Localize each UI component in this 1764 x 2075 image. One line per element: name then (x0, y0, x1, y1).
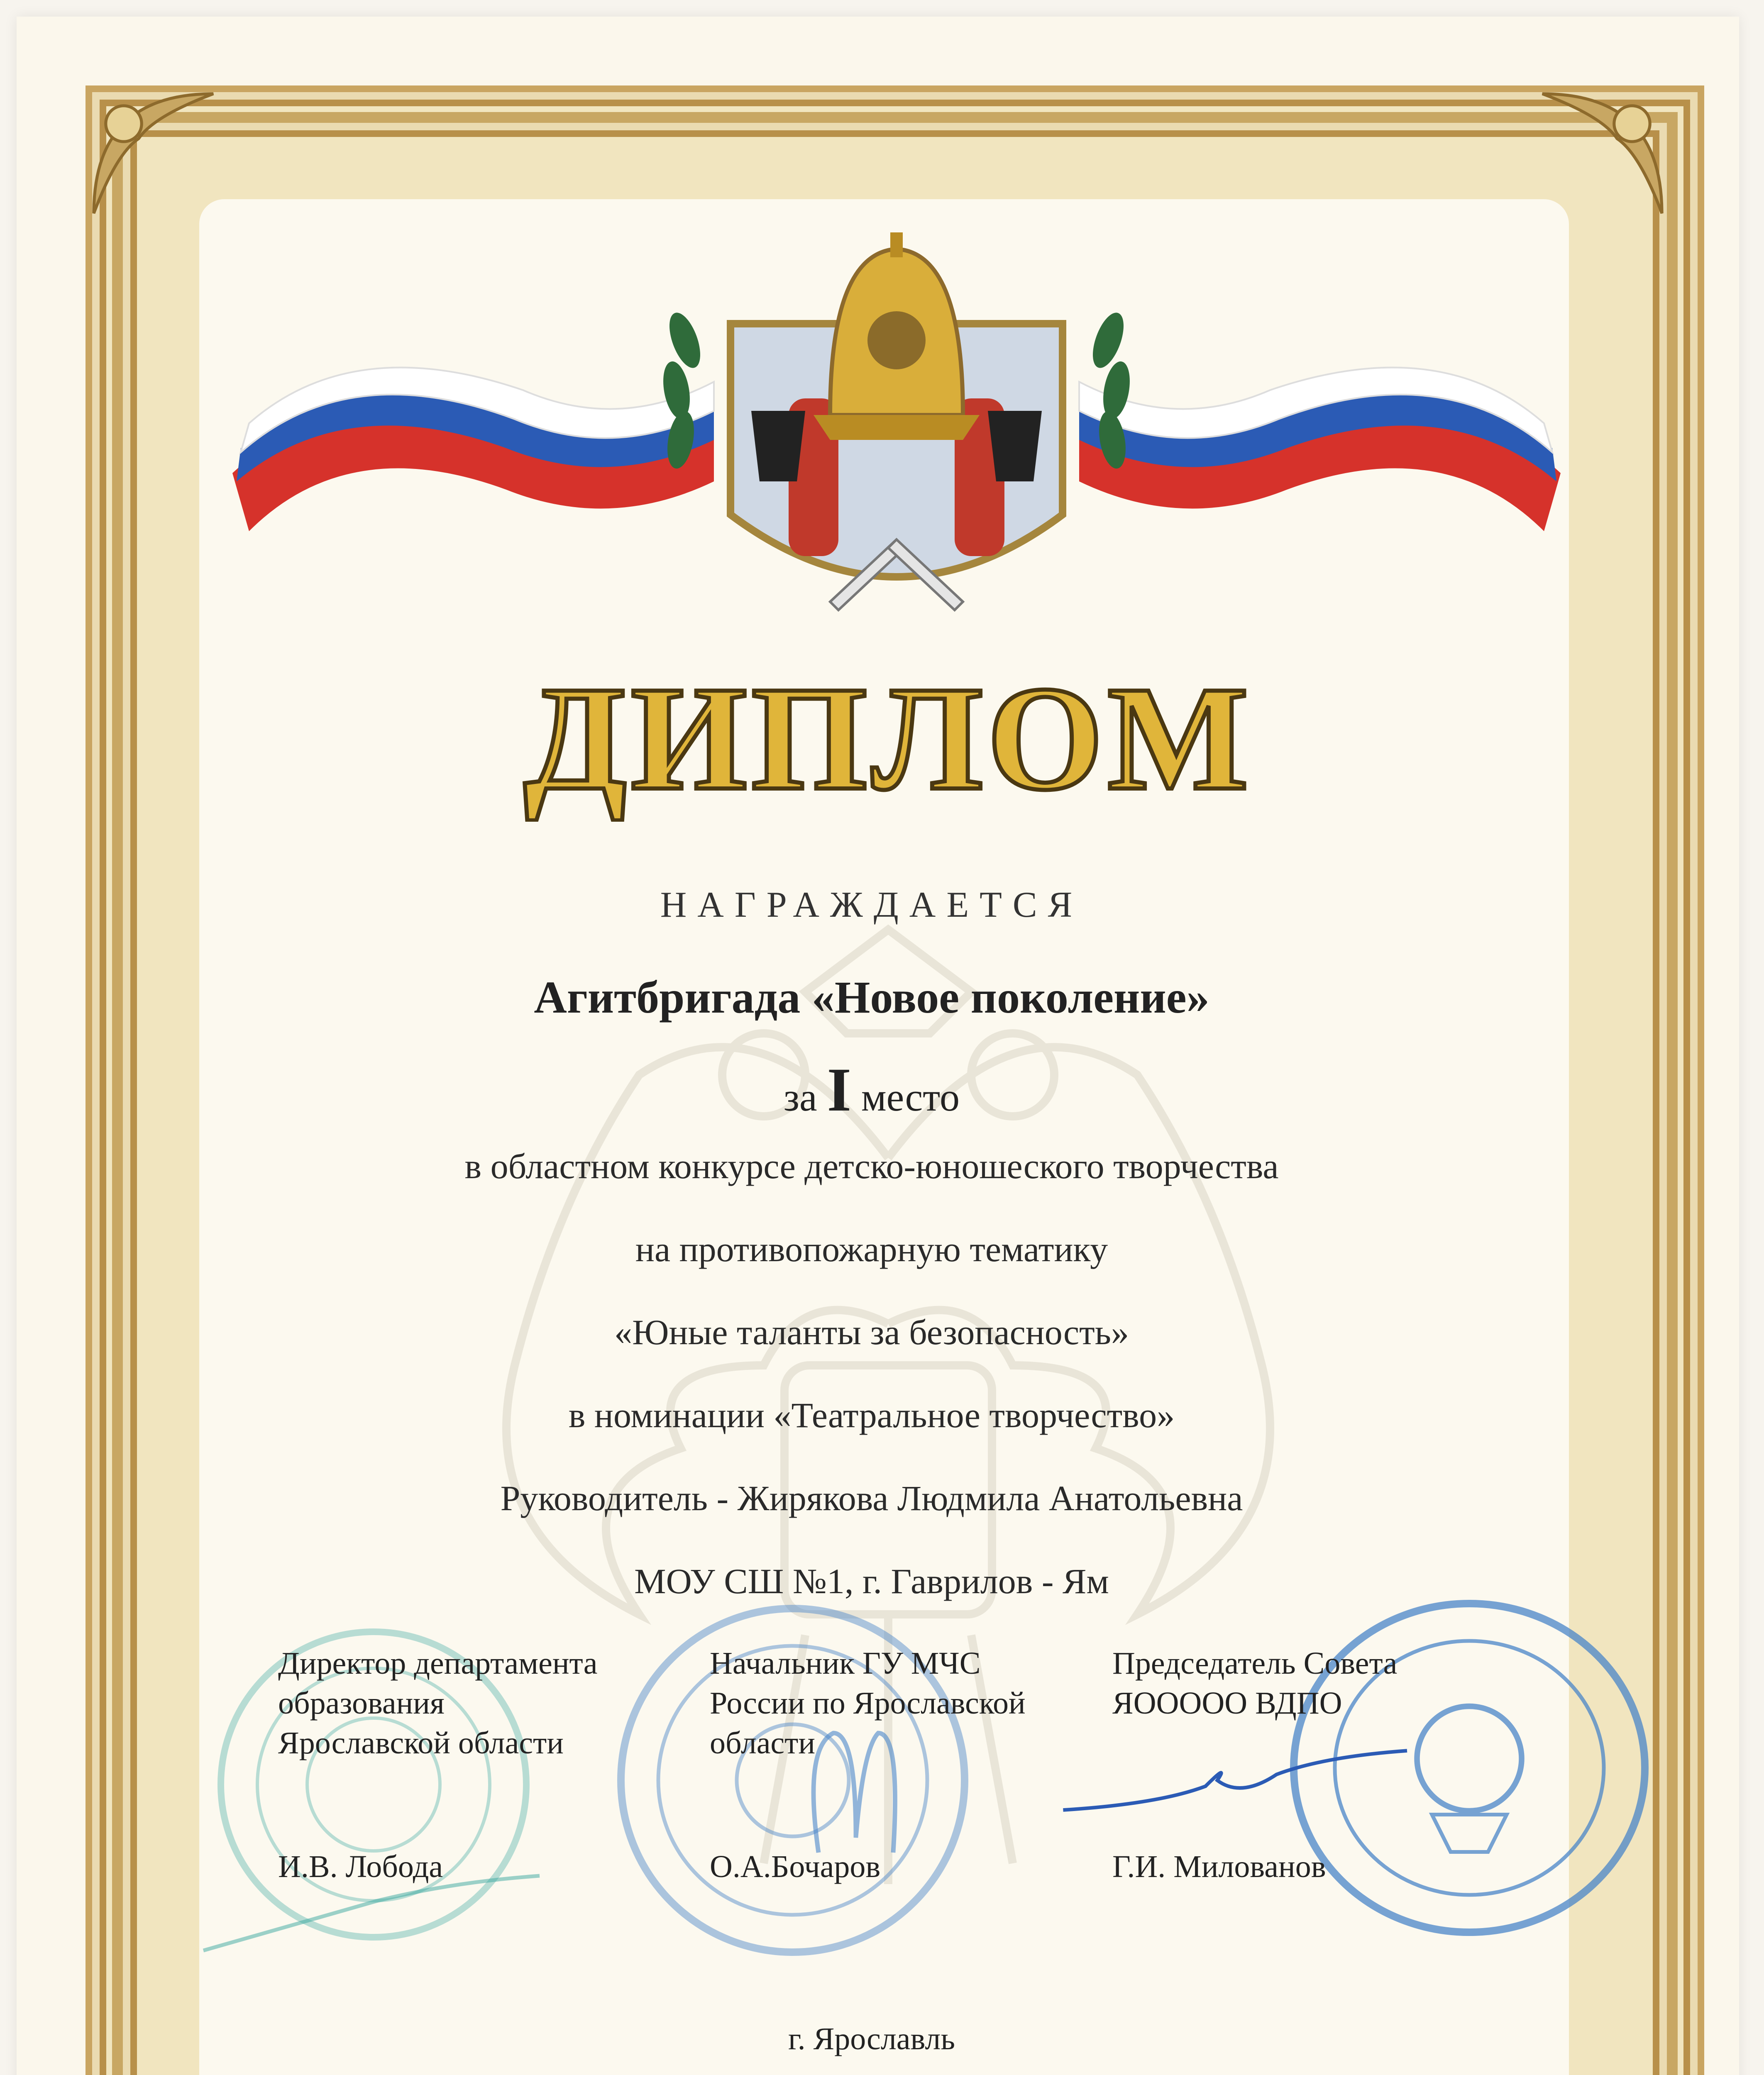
corner-ornament-icon (1527, 79, 1677, 228)
signatory-mchs (710, 1643, 1067, 1884)
diploma-title (432, 656, 1345, 822)
supervisor-line: Руководитель - Жирякова Людмила Анатольевна (500, 1478, 1243, 1518)
nomination-line: в номинации «Театральное творчество» (568, 1395, 1175, 1435)
signatory-title-line: Председатель Совета (1112, 1646, 1398, 1681)
signatory-title-line: Начальник ГУ МЧС (710, 1646, 981, 1681)
diploma-page (17, 17, 1739, 2075)
signatory-title-line: России по Ярославской (710, 1686, 1026, 1721)
awarded-label: НАГРАЖДАЕТСЯ (660, 885, 1083, 925)
signatory-title-line: ЯООООО ВДПО (1112, 1686, 1342, 1721)
place-line (249, 1054, 1494, 1125)
recipient-name: Агитбригада «Новое поколение» (534, 972, 1209, 1023)
theme-line: на противопожарную тематику (635, 1229, 1108, 1269)
contest-name-line: «Юные таланты за безопасность» (614, 1312, 1129, 1352)
signatory-title-line: образования (278, 1686, 445, 1721)
signatory-vdpo (1112, 1643, 1461, 1884)
school-line: МОУ СШ №1, г. Гаврилов - Ям (634, 1561, 1109, 1601)
fire-service-emblem-icon (216, 216, 1577, 664)
place-suffix: место (861, 1075, 960, 1119)
signatory-title-line: Директор департамента (278, 1646, 598, 1681)
signatory-name: И.В. Лобода (278, 1849, 443, 1884)
contest-line: в областном конкурсе детско-юношеского творчества (464, 1146, 1279, 1186)
signature-milovanov (1054, 1739, 1428, 1822)
issue-city: г. Ярославль (788, 2021, 955, 2056)
place-prefix: за (784, 1075, 817, 1119)
signatory-name: Г.И. Милованов (1112, 1849, 1326, 1884)
signatory-name: О.А.Бочаров (710, 1849, 881, 1884)
corner-ornament-icon (79, 79, 228, 228)
signatory-title-line: Ярославской области (278, 1726, 564, 1760)
signatory-education (278, 1643, 652, 1884)
place-number: I (827, 1055, 851, 1124)
signatory-title-line: области (710, 1726, 816, 1760)
svg-text:ДИПЛОМ: ДИПЛОМ (524, 656, 1253, 821)
